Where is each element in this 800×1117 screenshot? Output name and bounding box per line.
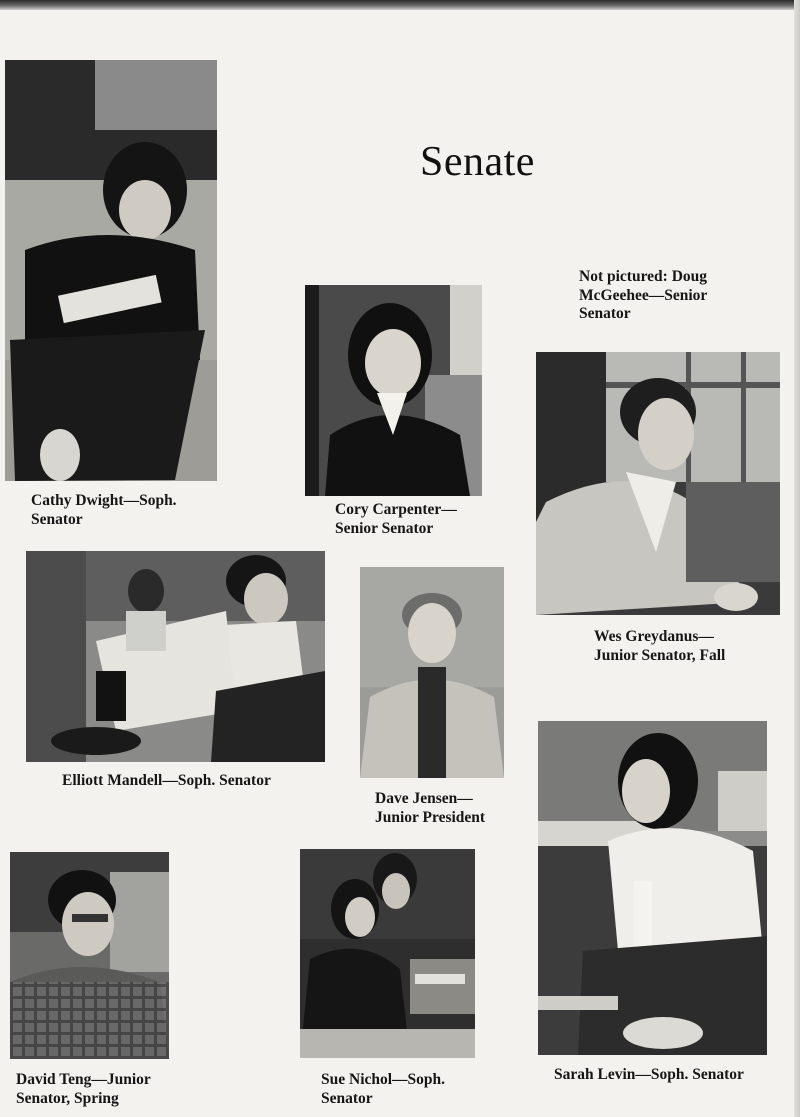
caption-line: Elliott Mandell—Soph. Senator <box>62 772 271 789</box>
photo-sarah-levin <box>538 721 767 1055</box>
caption-line: David Teng—Junior <box>16 1071 151 1088</box>
page-top-edge <box>0 0 800 10</box>
caption-line: Junior Senator, Fall <box>594 646 726 664</box>
not-pictured-note: Not pictured: Doug McGeehee—Senior Senator <box>579 268 708 322</box>
caption-cathy-dwight <box>31 492 177 529</box>
caption-david-teng <box>16 1071 151 1108</box>
photo-sue-nichol <box>300 849 475 1058</box>
photo-dave-jensen <box>360 567 504 778</box>
caption-wes-greydanus <box>594 628 725 665</box>
photo-cathy-dwight <box>5 60 217 481</box>
photo-cory-carpenter <box>305 285 482 496</box>
caption-dave-jensen <box>375 790 485 827</box>
photo-david-teng <box>10 852 169 1059</box>
page-right-edge <box>794 0 800 1117</box>
caption-line: Sarah Levin—Soph. Senator <box>554 1066 744 1083</box>
caption-sue-nichol <box>321 1071 445 1108</box>
caption-line: Junior President <box>375 808 486 826</box>
photo-elliott-mandell <box>26 551 325 762</box>
page-title: Senate <box>420 139 535 185</box>
caption-elliott-mandell <box>62 772 271 791</box>
caption-line: Senator <box>31 510 83 528</box>
caption-sarah-levin <box>554 1066 744 1085</box>
caption-line: Senator <box>321 1089 373 1107</box>
caption-line: Wes Greydanus— <box>594 628 714 645</box>
caption-line: Sue Nichol—Soph. <box>321 1071 446 1088</box>
caption-cory-carpenter <box>335 501 457 538</box>
caption-line: Cory Carpenter— <box>335 501 457 518</box>
caption-line: Dave Jensen— <box>375 790 473 807</box>
photo-wes-greydanus <box>536 352 780 615</box>
caption-line: Senior Senator <box>335 519 434 537</box>
caption-line: Senator, Spring <box>16 1089 119 1107</box>
caption-line: Cathy Dwight—Soph. <box>31 492 177 509</box>
